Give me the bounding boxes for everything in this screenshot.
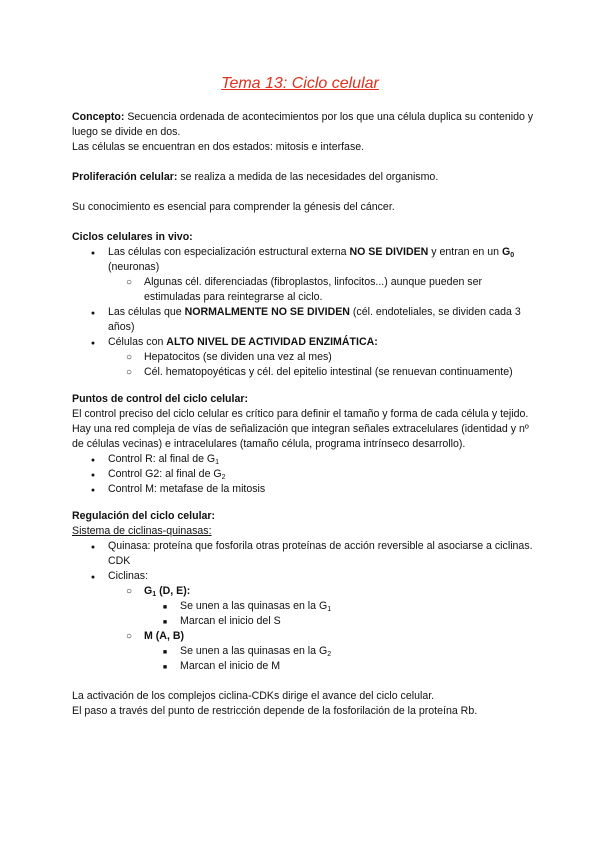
list-item: ● Células con ALTO NIVEL DE ACTIVIDAD ENZIMÁTICA: (72, 335, 534, 350)
list-item: ● Control R: al final de $G_1$ (72, 452, 534, 467)
list-item: ○ $G_1$ (D, E): (72, 584, 534, 599)
regulacion-list (72, 539, 534, 674)
puntos-paragraph-1: El control preciso del ciclo celular es crítico para definir el tamaño y forma de cada célula y tejido. (72, 408, 529, 420)
list-item: ■ Se unen a las quinasas en la $G_1$ (72, 599, 534, 614)
proliferacion-text: se realiza a medida de las necesidades del organismo. (177, 171, 439, 183)
circle-bullet-icon (122, 584, 136, 599)
list-item: ● Control G2: al final de $G_2$ (72, 467, 534, 482)
bullet-icon (86, 305, 100, 321)
proliferacion-label: Proliferación celular: (72, 171, 178, 183)
list-item: ■ Marcan el inicio de M (72, 659, 534, 674)
square-bullet-icon (158, 659, 172, 675)
puntos-heading: Puntos de control del ciclo celular: (72, 393, 249, 405)
list-item: ● Ciclinas: (72, 569, 534, 584)
list-item: ■ Se unen a las quinasas en la $G_2$ (72, 644, 534, 659)
circle-bullet-icon (122, 365, 136, 380)
concepto-label: Concepto: (72, 111, 125, 123)
bullet-icon (86, 467, 100, 483)
circle-bullet-icon (122, 629, 136, 644)
bullet-icon (86, 245, 100, 261)
list-item: ○ M (A, B) (72, 629, 534, 644)
regulacion-heading: Regulación del ciclo celular: (72, 510, 216, 522)
list-item: ■ Marcan el inicio del S (72, 614, 534, 629)
page-title: Tema 13: Ciclo celular (221, 75, 379, 92)
square-bullet-icon (158, 644, 172, 660)
list-item: ● Las células que NORMALMENTE NO SE DIVIDEN (cél. endoteliales, se dividen cada 3 años) (72, 305, 534, 335)
concepto-paragraph (72, 110, 534, 140)
circle-bullet-icon (122, 275, 136, 290)
list-item: ○ Cél. hematopoyéticas y cél. del epitelio intestinal (se renuevan continuamente) (72, 365, 534, 380)
list-item: ● Quinasa: proteína que fosforila otras proteínas de acción reversible al asociarse a ciclinas. CDK (72, 539, 534, 569)
bullet-icon (86, 482, 100, 498)
controles-list (72, 452, 534, 497)
closing-paragraph-1: La activación de los complejos ciclina-CDKs dirige el avance del ciclo celular. (72, 690, 435, 702)
puntos-paragraph-2: Hay una red compleja de vías de señalización que integran señales extracelulares (identidad y nº de células vecinas) e intracelulares (tamaño célula, programa intrínseco desarrollo). (72, 423, 529, 450)
circle-bullet-icon (122, 350, 136, 365)
list-item: ○ Algunas cél. diferenciadas (fibroplastos, linfocitos...) aunque pueden ser estimuladas para reintegrarse al ciclo. (72, 275, 534, 305)
regulacion-subheading: Sistema de ciclinas-quinasas: (72, 525, 212, 537)
list-item: ● Control M: metafase de la mitosis (72, 482, 534, 497)
proliferacion-paragraph (72, 170, 534, 185)
states-paragraph: Las células se encuentran en dos estados: mitosis e interfase. (72, 141, 365, 153)
square-bullet-icon (158, 599, 172, 615)
ciclos-heading: Ciclos celulares in vivo: (72, 231, 193, 243)
bullet-icon (86, 569, 100, 585)
document-body (72, 110, 534, 719)
list-item: ○ Hepatocitos (se dividen una vez al mes) (72, 350, 534, 365)
list-item: ● Las células con especialización estructural externa NO SE DIVIDEN y entran en un $G_0$ (neuronas) (72, 245, 534, 275)
cancer-note: Su conocimiento es esencial para comprender la génesis del cáncer. (72, 201, 395, 213)
square-bullet-icon (158, 614, 172, 630)
bullet-icon (86, 452, 100, 468)
ciclos-list (72, 245, 534, 380)
bullet-icon (86, 539, 100, 555)
bullet-icon (86, 335, 100, 351)
closing-paragraph-2: El paso a través del punto de restricción depende de la fosforilación de la proteína Rb. (72, 705, 478, 717)
concepto-text: Secuencia ordenada de acontecimientos por los que una célula duplica su contenido y luego se divide en dos. (72, 111, 534, 138)
